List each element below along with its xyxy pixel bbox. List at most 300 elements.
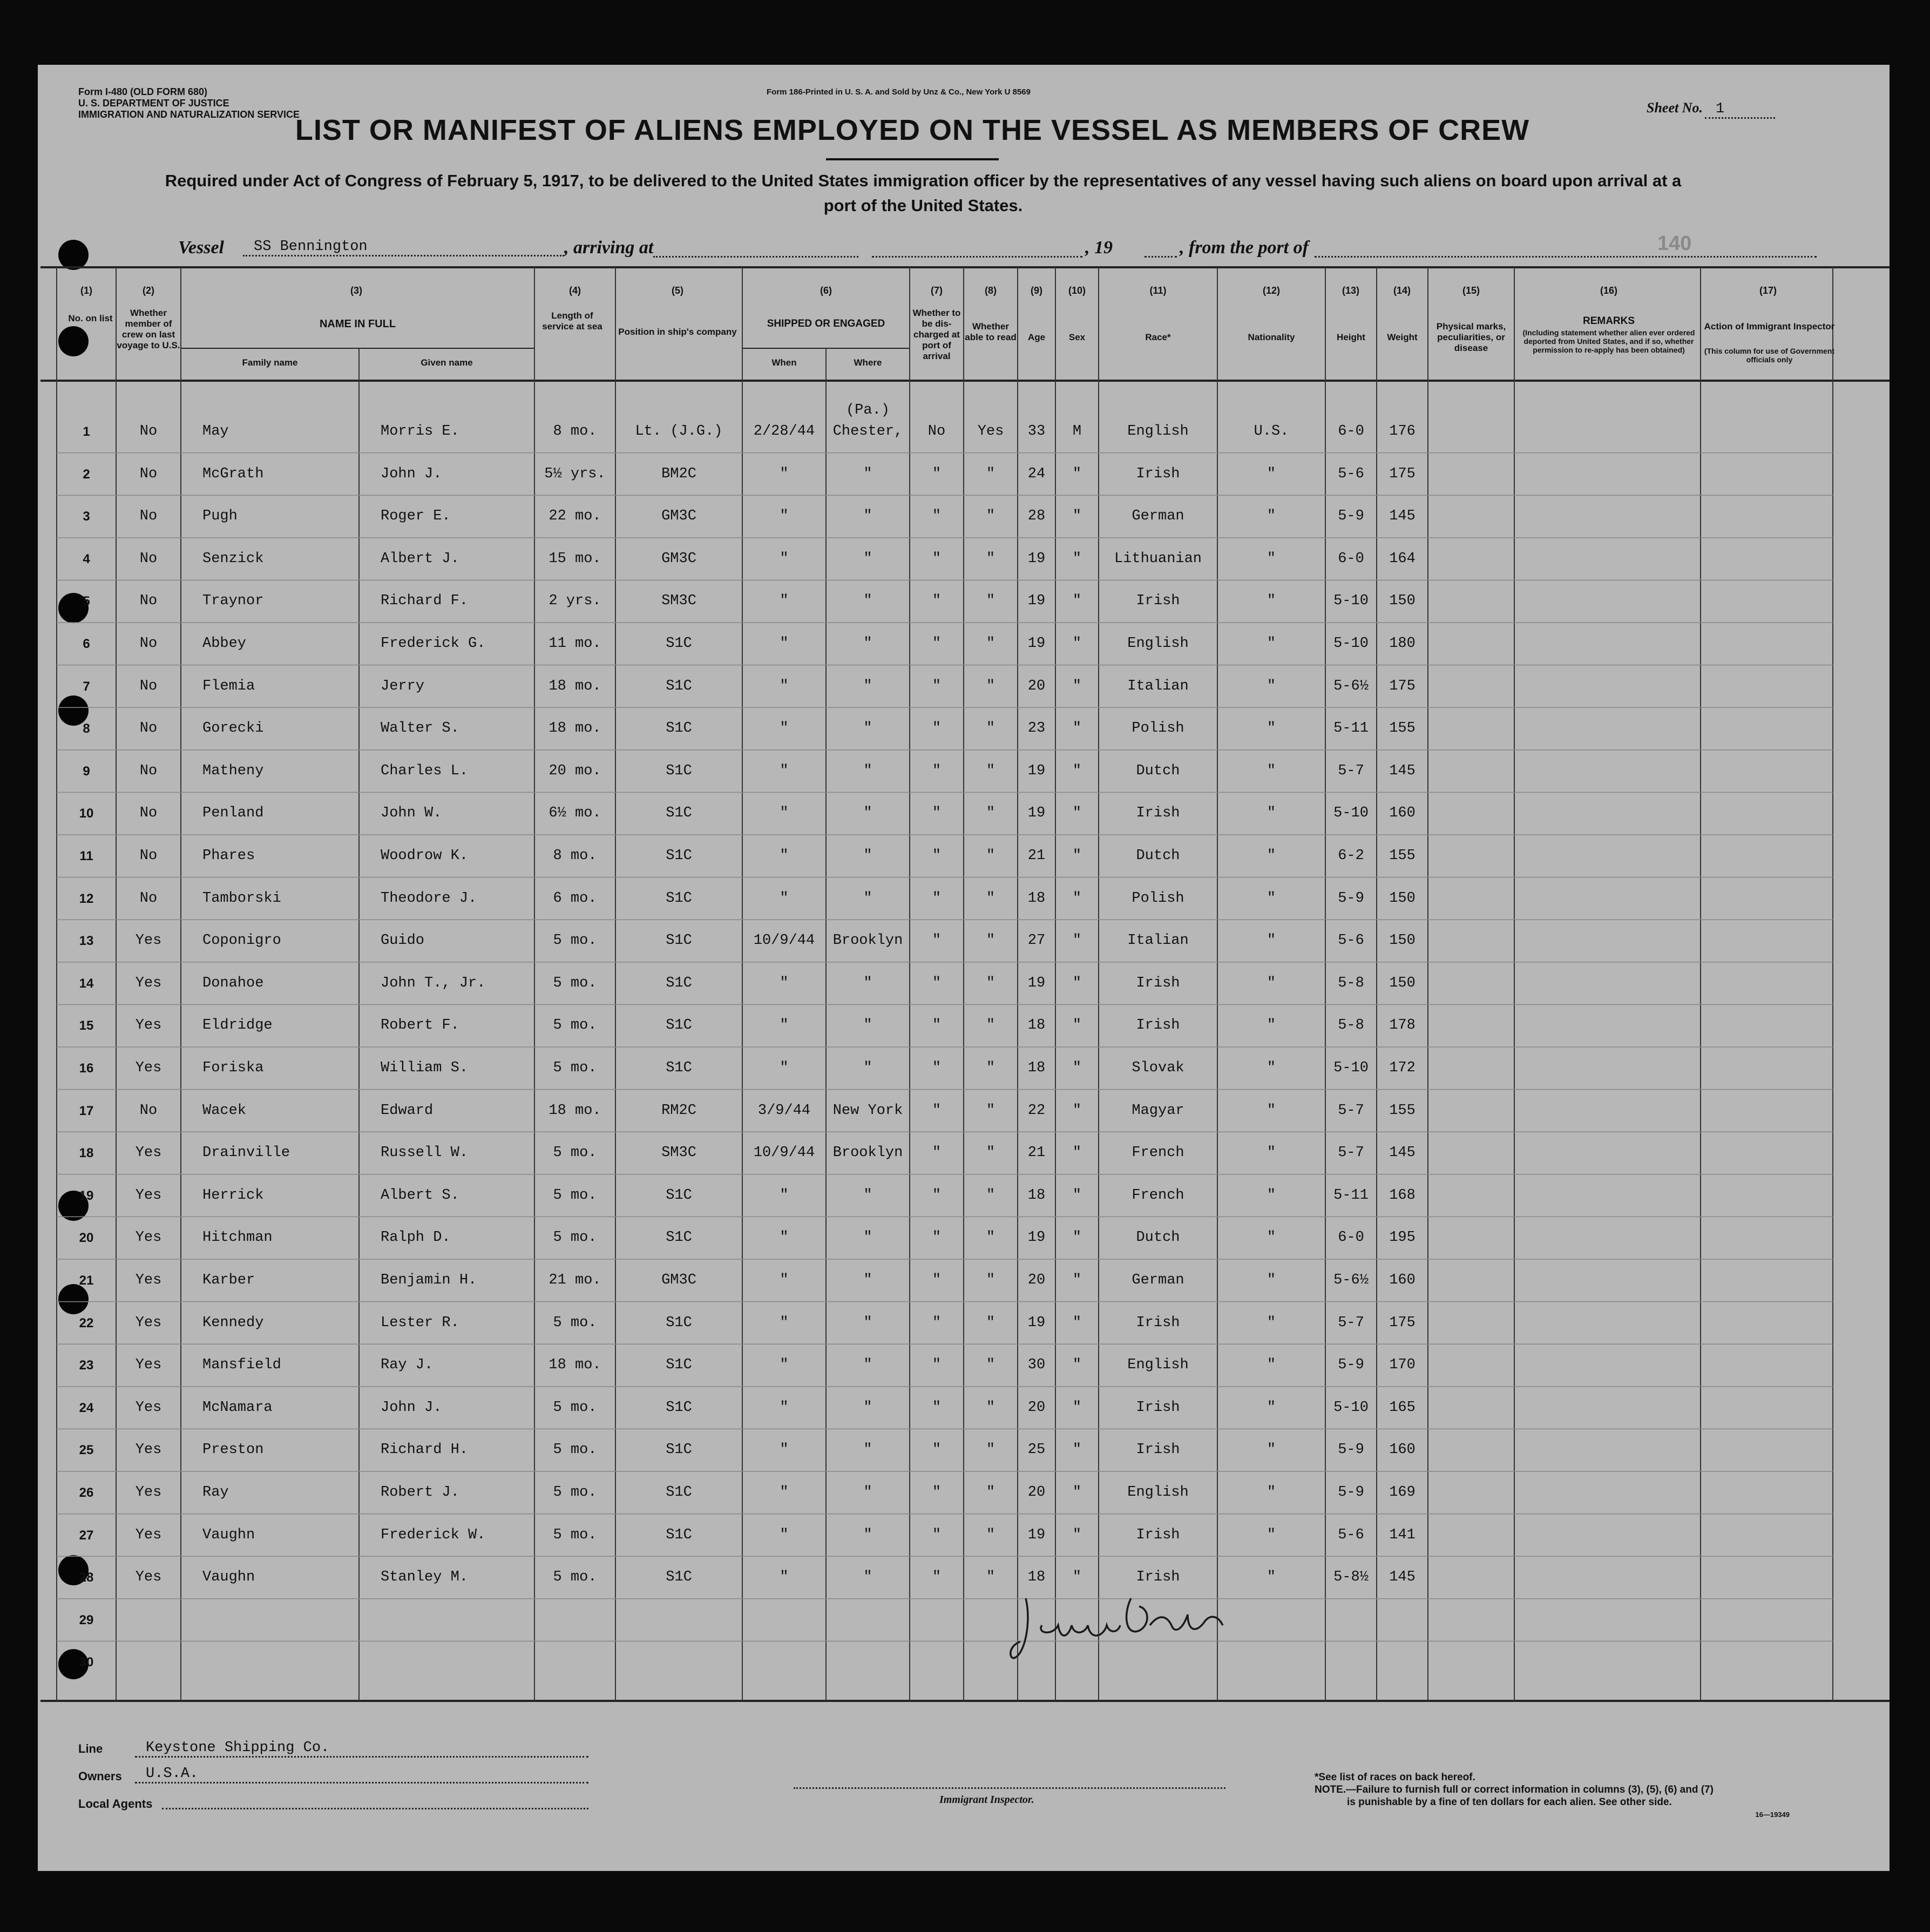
table-row (0, 835, 1852, 877)
cell-race: Italian (1127, 678, 1189, 694)
col-inspector-note: (This column for use of Government officials only (1704, 347, 1835, 364)
cell-when: " (780, 678, 789, 694)
cell-given: Guido (381, 933, 425, 949)
cell-service: 5 mo. (553, 1145, 597, 1161)
cell-height: 5-11 (1333, 1187, 1369, 1204)
cell-given: Walter S. (381, 720, 459, 737)
cell-height: 5-11 (1333, 720, 1369, 737)
cell-when: " (780, 1484, 789, 1501)
cell-where: " (863, 890, 872, 907)
cell-position: S1C (666, 1526, 692, 1543)
cell-where: " (863, 1526, 872, 1543)
cell-given: Ralph D. (381, 1230, 451, 1246)
cell-family: Matheny (202, 762, 264, 779)
cell-read: " (986, 1145, 996, 1161)
column-number: (13) (1342, 285, 1359, 296)
cell-position: S1C (666, 1060, 692, 1076)
cell-nationality: " (1267, 508, 1276, 525)
where-state-note: (Pa.) (845, 402, 890, 418)
cell-weight: 145 (1389, 762, 1416, 779)
cell-prev: No (139, 593, 158, 610)
cell-family: Karber (202, 1272, 255, 1288)
signature (1010, 1582, 1236, 1668)
cell-when: " (780, 508, 789, 525)
cell-when: " (780, 636, 789, 652)
cell-family: Drainville (202, 1145, 290, 1161)
column-number: (3) (350, 285, 362, 296)
cell-height: 6-2 (1338, 848, 1364, 864)
cell-prev: No (139, 550, 158, 567)
cell-age: 19 (1027, 636, 1046, 652)
cell-family: Preston (202, 1442, 264, 1458)
cell-n: 2 (83, 467, 90, 482)
cell-weight: 195 (1389, 1230, 1416, 1246)
cell-nationality: " (1267, 975, 1276, 991)
cell-read: " (986, 1230, 996, 1246)
cell-nationality: " (1267, 1272, 1276, 1288)
agents-label: Local Agents (78, 1797, 153, 1811)
subtitle-line-1: Required under Act of Congress of February 5, 1917, to be delivered to the United States immigration officer by the representatives of any vessel having such aliens on board upon arrival at a (165, 171, 1682, 190)
column-number: (5) (672, 285, 683, 296)
cell-discharged: " (932, 1145, 942, 1161)
cell-sex: " (1072, 762, 1082, 779)
cell-height: 5-9 (1338, 1484, 1364, 1501)
table-row (0, 1471, 1852, 1514)
cell-position: S1C (666, 636, 692, 652)
cell-discharged: " (932, 1569, 942, 1586)
col-sex: Sex (1068, 332, 1086, 342)
cell-nationality: " (1267, 1314, 1276, 1331)
cell-when: " (780, 1357, 789, 1374)
cell-nationality: " (1267, 1484, 1276, 1501)
cell-given: Ray J. (381, 1357, 434, 1374)
form-number: Form I-480 (OLD FORM 680) (78, 86, 208, 97)
table-row (0, 962, 1852, 1005)
cell-age: 19 (1027, 1314, 1046, 1331)
cell-prev: Yes (135, 1060, 162, 1076)
cell-prev: No (139, 762, 158, 779)
cell-weight: 150 (1389, 933, 1416, 949)
cell-given: Frederick W. (381, 1526, 486, 1543)
cell-race: Irish (1136, 465, 1180, 482)
cell-service: 2 yrs. (548, 593, 601, 610)
cell-where: " (863, 848, 872, 864)
subtitle-line-2: port of the United States. (823, 196, 1023, 215)
cell-given: Richard H. (381, 1442, 469, 1458)
cell-age: 19 (1027, 762, 1046, 779)
sheet-label: Sheet No. (1647, 100, 1703, 116)
cell-age: 27 (1027, 933, 1046, 949)
cell-where: " (863, 550, 872, 567)
cell-family: Tamborski (202, 890, 281, 907)
cell-nationality: " (1267, 550, 1276, 567)
note-line-2: is punishable by a fine of ten dollars for each alien. See other side. (1347, 1796, 1672, 1808)
cell-read: " (986, 1399, 996, 1416)
cell-race: Polish (1132, 720, 1184, 737)
column-number: (6) (820, 285, 832, 296)
cell-age: 18 (1027, 1060, 1046, 1076)
cell-weight: 160 (1389, 805, 1416, 822)
cell-when: " (780, 1442, 789, 1458)
inspector-sign-line (794, 1787, 1225, 1789)
cell-discharged: " (932, 550, 942, 567)
cell-nationality: " (1267, 1357, 1276, 1374)
cell-n: 4 (83, 551, 90, 566)
inspector-label: Immigrant Inspector. (939, 1794, 1034, 1806)
cell-weight: 172 (1389, 1060, 1416, 1076)
cell-age: 20 (1027, 1484, 1046, 1501)
col-name-in-full: NAME IN FULL (319, 318, 396, 330)
cell-sex: " (1072, 1145, 1082, 1161)
cell-given (359, 1641, 534, 1684)
cell-n: 14 (79, 976, 94, 991)
table-row (0, 1302, 1852, 1345)
cell-when: 2/28/44 (753, 423, 815, 440)
cell-when (742, 1641, 826, 1684)
cell-family: McNamara (202, 1399, 273, 1416)
cell-sex: " (1072, 848, 1082, 864)
cell-service: 6½ mo. (548, 805, 601, 822)
cell-position: S1C (666, 678, 692, 694)
cell-weight: 178 (1389, 1017, 1416, 1034)
cell-read: " (986, 636, 996, 652)
cell-position: S1C (666, 1230, 692, 1246)
cell-read: " (986, 1187, 996, 1204)
cell-sex: " (1072, 1314, 1082, 1331)
department: U. S. DEPARTMENT OF JUSTICE (78, 98, 229, 109)
cell-position: RM2C (661, 1102, 696, 1119)
cell-n: 12 (79, 891, 94, 906)
cell-position (615, 1599, 742, 1641)
cell-position: GM3C (661, 1272, 696, 1288)
cell-service: 15 mo. (548, 550, 601, 567)
cell-position: SM3C (661, 1145, 696, 1161)
cell-height: 5-9 (1338, 508, 1364, 525)
cell-sex: " (1072, 593, 1082, 610)
cell-where: " (863, 720, 872, 737)
cell-discharged: " (932, 465, 942, 482)
cell-position: SM3C (661, 593, 696, 610)
cell-weight: 180 (1389, 636, 1416, 652)
cell-discharged: " (932, 1526, 942, 1543)
cell-race: Irish (1136, 975, 1180, 991)
cell-race: English (1127, 423, 1189, 440)
cell-sex: " (1072, 1272, 1082, 1288)
col-height: Height (1337, 332, 1365, 342)
cell-discharged: " (932, 762, 942, 779)
cell-when: " (780, 550, 789, 567)
table-row (0, 707, 1852, 750)
cell-position: S1C (666, 1017, 692, 1034)
table-row (0, 792, 1852, 835)
cell-service: 6 mo. (553, 890, 597, 907)
cell-read: " (986, 762, 996, 779)
cell-discharged: " (932, 848, 942, 864)
cell-age: 18 (1027, 1187, 1046, 1204)
cell-discharged: " (932, 508, 942, 525)
cell-position: S1C (666, 890, 692, 907)
cell-height: 5-6½ (1333, 1272, 1369, 1288)
cell-sex: " (1072, 1187, 1082, 1204)
cell-weight: 175 (1389, 465, 1416, 482)
stamp-number: 140 (1657, 232, 1692, 255)
table-row (0, 1514, 1852, 1557)
col-able-to-read: Whether able to read (965, 321, 1017, 342)
col-inspector-action: Action of Immigrant Inspector (1704, 321, 1835, 332)
cell-nationality: " (1267, 720, 1276, 737)
cell-prev: No (139, 1102, 158, 1119)
cell-weight: 168 (1389, 1187, 1416, 1204)
cell-height: 5-8 (1338, 975, 1364, 991)
cell-service: 5 mo. (553, 1314, 597, 1331)
cell-n: 20 (79, 1231, 94, 1246)
cell-where: " (863, 1484, 872, 1501)
cell-n: 27 (79, 1528, 94, 1543)
cell-position: GM3C (661, 508, 696, 525)
cell-family: Gorecki (202, 720, 264, 737)
cell-read: " (986, 720, 996, 737)
cell-weight: 141 (1389, 1526, 1416, 1543)
cell-height: 5-7 (1338, 1102, 1364, 1119)
cell-family: Kennedy (202, 1314, 264, 1331)
cell-height: 5-9 (1338, 1357, 1364, 1374)
cell-where: Brooklyn (832, 1145, 903, 1161)
cell-when: " (780, 805, 789, 822)
cell-when: " (780, 1399, 789, 1416)
cell-position: BM2C (661, 465, 696, 482)
cell-age: 22 (1027, 1102, 1046, 1119)
cell-race: Irish (1136, 1017, 1180, 1034)
cell-race: Polish (1132, 890, 1184, 907)
cell-given: Robert J. (381, 1484, 459, 1501)
cell-prev: Yes (135, 1017, 162, 1034)
cell-where: " (863, 805, 872, 822)
cell-family: Traynor (202, 593, 264, 610)
cell-where: Chester, (832, 423, 903, 440)
cell-discharged (910, 1641, 964, 1684)
cell-race: Magyar (1132, 1102, 1184, 1119)
cell-when: " (780, 975, 789, 991)
cell-position: S1C (666, 1484, 692, 1501)
cell-race: French (1132, 1187, 1184, 1204)
cell-position: GM3C (661, 550, 696, 567)
printer-line: Form 186-Printed in U. S. A. and Sold by Unz & Co., New York U 8569 (767, 87, 1031, 97)
cell-prev: No (139, 678, 158, 694)
cell-read: " (986, 465, 996, 482)
cell-sex: " (1072, 678, 1082, 694)
cell-service: 18 mo. (548, 678, 601, 694)
vessel-name: SS Bennington (243, 239, 564, 256)
cell-weight: 165 (1389, 1399, 1416, 1416)
cell-height: 5-6 (1338, 465, 1364, 482)
table-row (0, 750, 1852, 793)
cell-race: Dutch (1136, 1230, 1180, 1246)
cell-nationality: " (1267, 1569, 1276, 1586)
cell-prev: Yes (135, 1357, 162, 1374)
col-position: Position in ship's company (618, 327, 737, 337)
cell-where: " (863, 1187, 872, 1204)
cell-given: Theodore J. (381, 890, 477, 907)
table-row (0, 665, 1852, 708)
cell-prev: Yes (135, 1272, 162, 1288)
cell-n: 22 (79, 1315, 94, 1330)
table-row (0, 580, 1852, 623)
cell-prev: No (139, 805, 158, 822)
table-row (0, 1599, 1852, 1641)
cell-where: " (863, 636, 872, 652)
cell-service: 5 mo. (553, 1399, 597, 1416)
cell-service (534, 1599, 615, 1641)
cell-position: S1C (666, 848, 692, 864)
year-label: , 19 (1085, 238, 1113, 258)
cell-age: 19 (1027, 550, 1046, 567)
cell-weight: 155 (1389, 848, 1416, 864)
column-number: (17) (1759, 285, 1777, 296)
cell-age: 24 (1027, 465, 1046, 482)
cell-service: 18 mo. (548, 720, 601, 737)
cell-weight: 160 (1389, 1442, 1416, 1458)
cell-n: 17 (79, 1103, 94, 1118)
cell-height: 6-0 (1338, 1230, 1364, 1246)
cell-prev (116, 1599, 181, 1641)
cell-read: " (986, 1569, 996, 1586)
line-label: Line (78, 1742, 103, 1755)
cell-prev: Yes (135, 1484, 162, 1501)
column-number: (7) (931, 285, 943, 296)
table-row (0, 1090, 1852, 1132)
cell-where: Brooklyn (832, 933, 903, 949)
cell-read: " (986, 593, 996, 610)
cell-position: S1C (666, 1399, 692, 1416)
cell-prev: Yes (135, 975, 162, 991)
page-title: LIST OR MANIFEST OF ALIENS EMPLOYED ON THE VESSEL AS MEMBERS OF CREW (295, 114, 1530, 146)
cell-discharged: " (932, 1399, 942, 1416)
cell-when: " (780, 465, 789, 482)
table-row (0, 1556, 1852, 1599)
cell-prev: Yes (135, 1569, 162, 1586)
cell-discharged: " (932, 975, 942, 991)
cell-race: English (1127, 1357, 1189, 1374)
cell-family (181, 1641, 359, 1684)
cell-n: 1 (83, 424, 90, 439)
cell-prev: Yes (135, 1526, 162, 1543)
cell-prev: No (139, 890, 158, 907)
cell-sex: " (1072, 890, 1082, 907)
cell-n: 9 (83, 764, 90, 779)
cell-n: 26 (79, 1485, 94, 1500)
col-length-of-service: Length of service at sea (542, 310, 602, 332)
cell-family: Mansfield (202, 1357, 281, 1374)
cell-discharged: " (932, 805, 942, 822)
column-number: (16) (1600, 285, 1617, 296)
col-where: Where (854, 357, 882, 368)
cell-where: " (863, 1442, 872, 1458)
cell-height (1325, 1599, 1377, 1641)
cell-family: Senzick (202, 550, 264, 567)
cell-service: 5 mo. (553, 1484, 597, 1501)
cell-weight: 150 (1389, 975, 1416, 991)
cell-weight: 169 (1389, 1484, 1416, 1501)
cell-sex: " (1072, 1484, 1082, 1501)
table-row (0, 1047, 1852, 1090)
cell-service: 8 mo. (553, 423, 597, 440)
cell-service: 5 mo. (553, 1017, 597, 1034)
col-prev-voyage: Whether member of crew on last voyage to U.S. (117, 308, 180, 350)
cell-where: New York (832, 1102, 903, 1119)
cell-n: 7 (83, 679, 90, 694)
column-number: (11) (1149, 285, 1167, 296)
cell-read: " (986, 975, 996, 991)
table-row (0, 1217, 1852, 1259)
cell-age: 20 (1027, 1399, 1046, 1416)
cell-family: Ray (202, 1484, 229, 1501)
cell-nationality: " (1267, 1526, 1276, 1543)
cell-height: 6-0 (1338, 423, 1364, 440)
cell-where: " (863, 1314, 872, 1331)
form-code: 16—19349 (1755, 1811, 1790, 1819)
cell-read: " (986, 1272, 996, 1288)
cell-family: May (202, 423, 229, 440)
cell-age: 21 (1027, 1145, 1046, 1161)
cell-given: Albert S. (381, 1187, 459, 1204)
cell-service: 5 mo. (553, 933, 597, 949)
cell-sex: " (1072, 805, 1082, 822)
col-remarks-note: (Including statement whether alien ever ordered deported from United States, and if so, whether permission to re-apply has been obtained) (1522, 328, 1695, 354)
cell-discharged: " (932, 890, 942, 907)
cell-discharged: " (932, 1357, 942, 1374)
vessel-label: Vessel (178, 238, 224, 258)
cell-age: 18 (1027, 890, 1046, 907)
cell-prev: No (139, 465, 158, 482)
cell-where: " (863, 975, 872, 991)
cell-discharged: " (932, 933, 942, 949)
cell-height: 5-10 (1333, 593, 1369, 610)
cell-position: S1C (666, 762, 692, 779)
table-row (0, 1004, 1852, 1047)
table-row (0, 1174, 1852, 1217)
cell-discharged: " (932, 1060, 942, 1076)
table-row (0, 1641, 1852, 1684)
cell-prev: No (139, 636, 158, 652)
cell-family: Herrick (202, 1187, 264, 1204)
cell-given: Lester R. (381, 1314, 459, 1331)
cell-sex: " (1072, 975, 1082, 991)
cell-n: 21 (79, 1273, 94, 1288)
cell-height: 5-7 (1338, 1314, 1364, 1331)
cell-weight: 164 (1389, 550, 1416, 567)
cell-read: " (986, 1017, 996, 1034)
cell-nationality: " (1267, 762, 1276, 779)
cell-race: Irish (1136, 593, 1180, 610)
col-given-name: Given name (421, 357, 473, 368)
column-number: (8) (985, 285, 997, 296)
cell-read: " (986, 1526, 996, 1543)
cell-race: German (1132, 508, 1184, 525)
column-number: (2) (143, 285, 154, 296)
cell-position: Lt. (J.G.) (635, 423, 723, 440)
cell-where: " (863, 678, 872, 694)
cell-given: William S. (381, 1060, 469, 1076)
cell-sex: " (1072, 550, 1082, 567)
cell-given: John W. (381, 805, 442, 822)
cell-discharged: " (932, 1272, 942, 1288)
cell-where: " (863, 1230, 872, 1246)
agents-field[interactable] (162, 1808, 588, 1809)
cell-family (181, 1599, 359, 1641)
cell-given: Stanley M. (381, 1569, 469, 1586)
cell-discharged: " (932, 1230, 942, 1246)
table-row (0, 1387, 1852, 1429)
